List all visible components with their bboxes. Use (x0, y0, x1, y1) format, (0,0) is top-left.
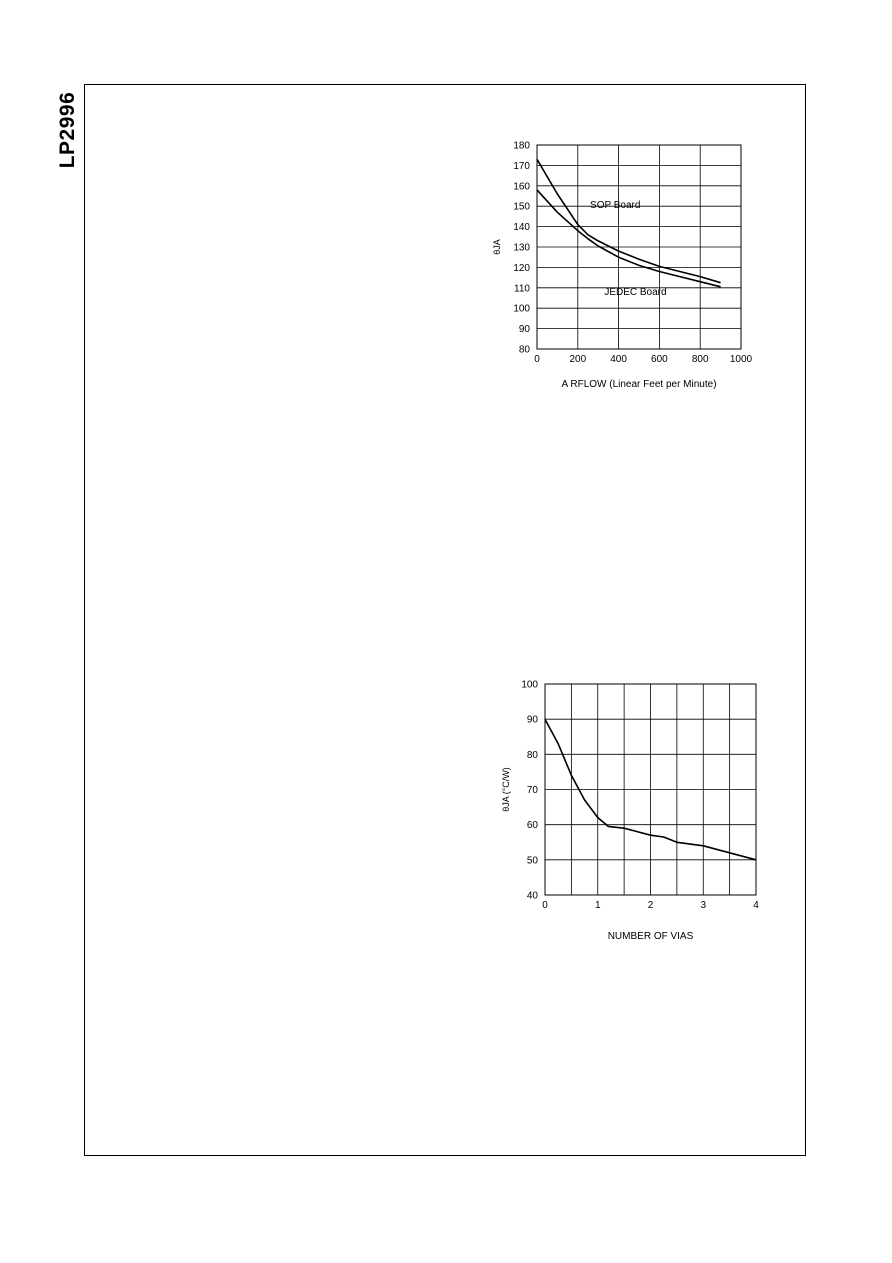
y-tick-label: 40 (526, 890, 538, 902)
series-label-jedec: JEDEC Board (604, 286, 667, 298)
y-tick-label: 100 (521, 679, 538, 691)
y-tick-label: 80 (518, 344, 530, 356)
x-tick-label: 600 (651, 354, 668, 365)
y-tick-label: 130 (513, 242, 530, 254)
x-tick-label: 1000 (729, 354, 753, 365)
x-tick-label: 0 (542, 900, 548, 911)
y-tick-label: 110 (514, 283, 530, 295)
x-tick-label: 4 (753, 900, 759, 911)
x-tick-label: 200 (569, 354, 587, 365)
x-tick-label: 0 (534, 354, 540, 365)
y-tick-label: 100 (513, 303, 530, 315)
y-tick-label: 160 (513, 181, 530, 193)
y-tick-label: 120 (513, 262, 530, 274)
y-tick-label: 90 (526, 714, 538, 726)
x-tick-label: 400 (610, 354, 627, 365)
y-tick-label: 60 (526, 820, 538, 832)
y-tick-label: 80 (526, 749, 538, 761)
y-tick-label: 150 (513, 201, 530, 213)
y-tick-label: 90 (518, 324, 530, 336)
series-label-sop: SOP Board (590, 200, 641, 212)
y-axis-label: θJA (492, 239, 502, 255)
part-number: LP2996 (56, 91, 79, 169)
x-tick-label: 800 (691, 354, 709, 365)
x-tick-label: 2 (647, 900, 654, 911)
y-tick-label: 50 (526, 855, 538, 867)
document-side-title (57, 85, 79, 175)
x-axis-label: A RFLOW (Linear Feet per Minute) (561, 379, 717, 390)
y-tick-label: 180 (513, 140, 530, 152)
y-tick-label: 170 (513, 160, 530, 172)
x-tick-label: 3 (700, 900, 707, 911)
y-axis-label: θJA (°C/W) (501, 767, 511, 812)
x-axis-label: NUMBER OF VIAS (607, 931, 694, 942)
airflow-chart (490, 135, 753, 395)
vias-chart (490, 674, 770, 954)
y-tick-label: 70 (526, 785, 538, 796)
x-tick-label: 1 (594, 900, 601, 911)
y-tick-label: 140 (513, 222, 530, 234)
series-line (537, 159, 721, 282)
